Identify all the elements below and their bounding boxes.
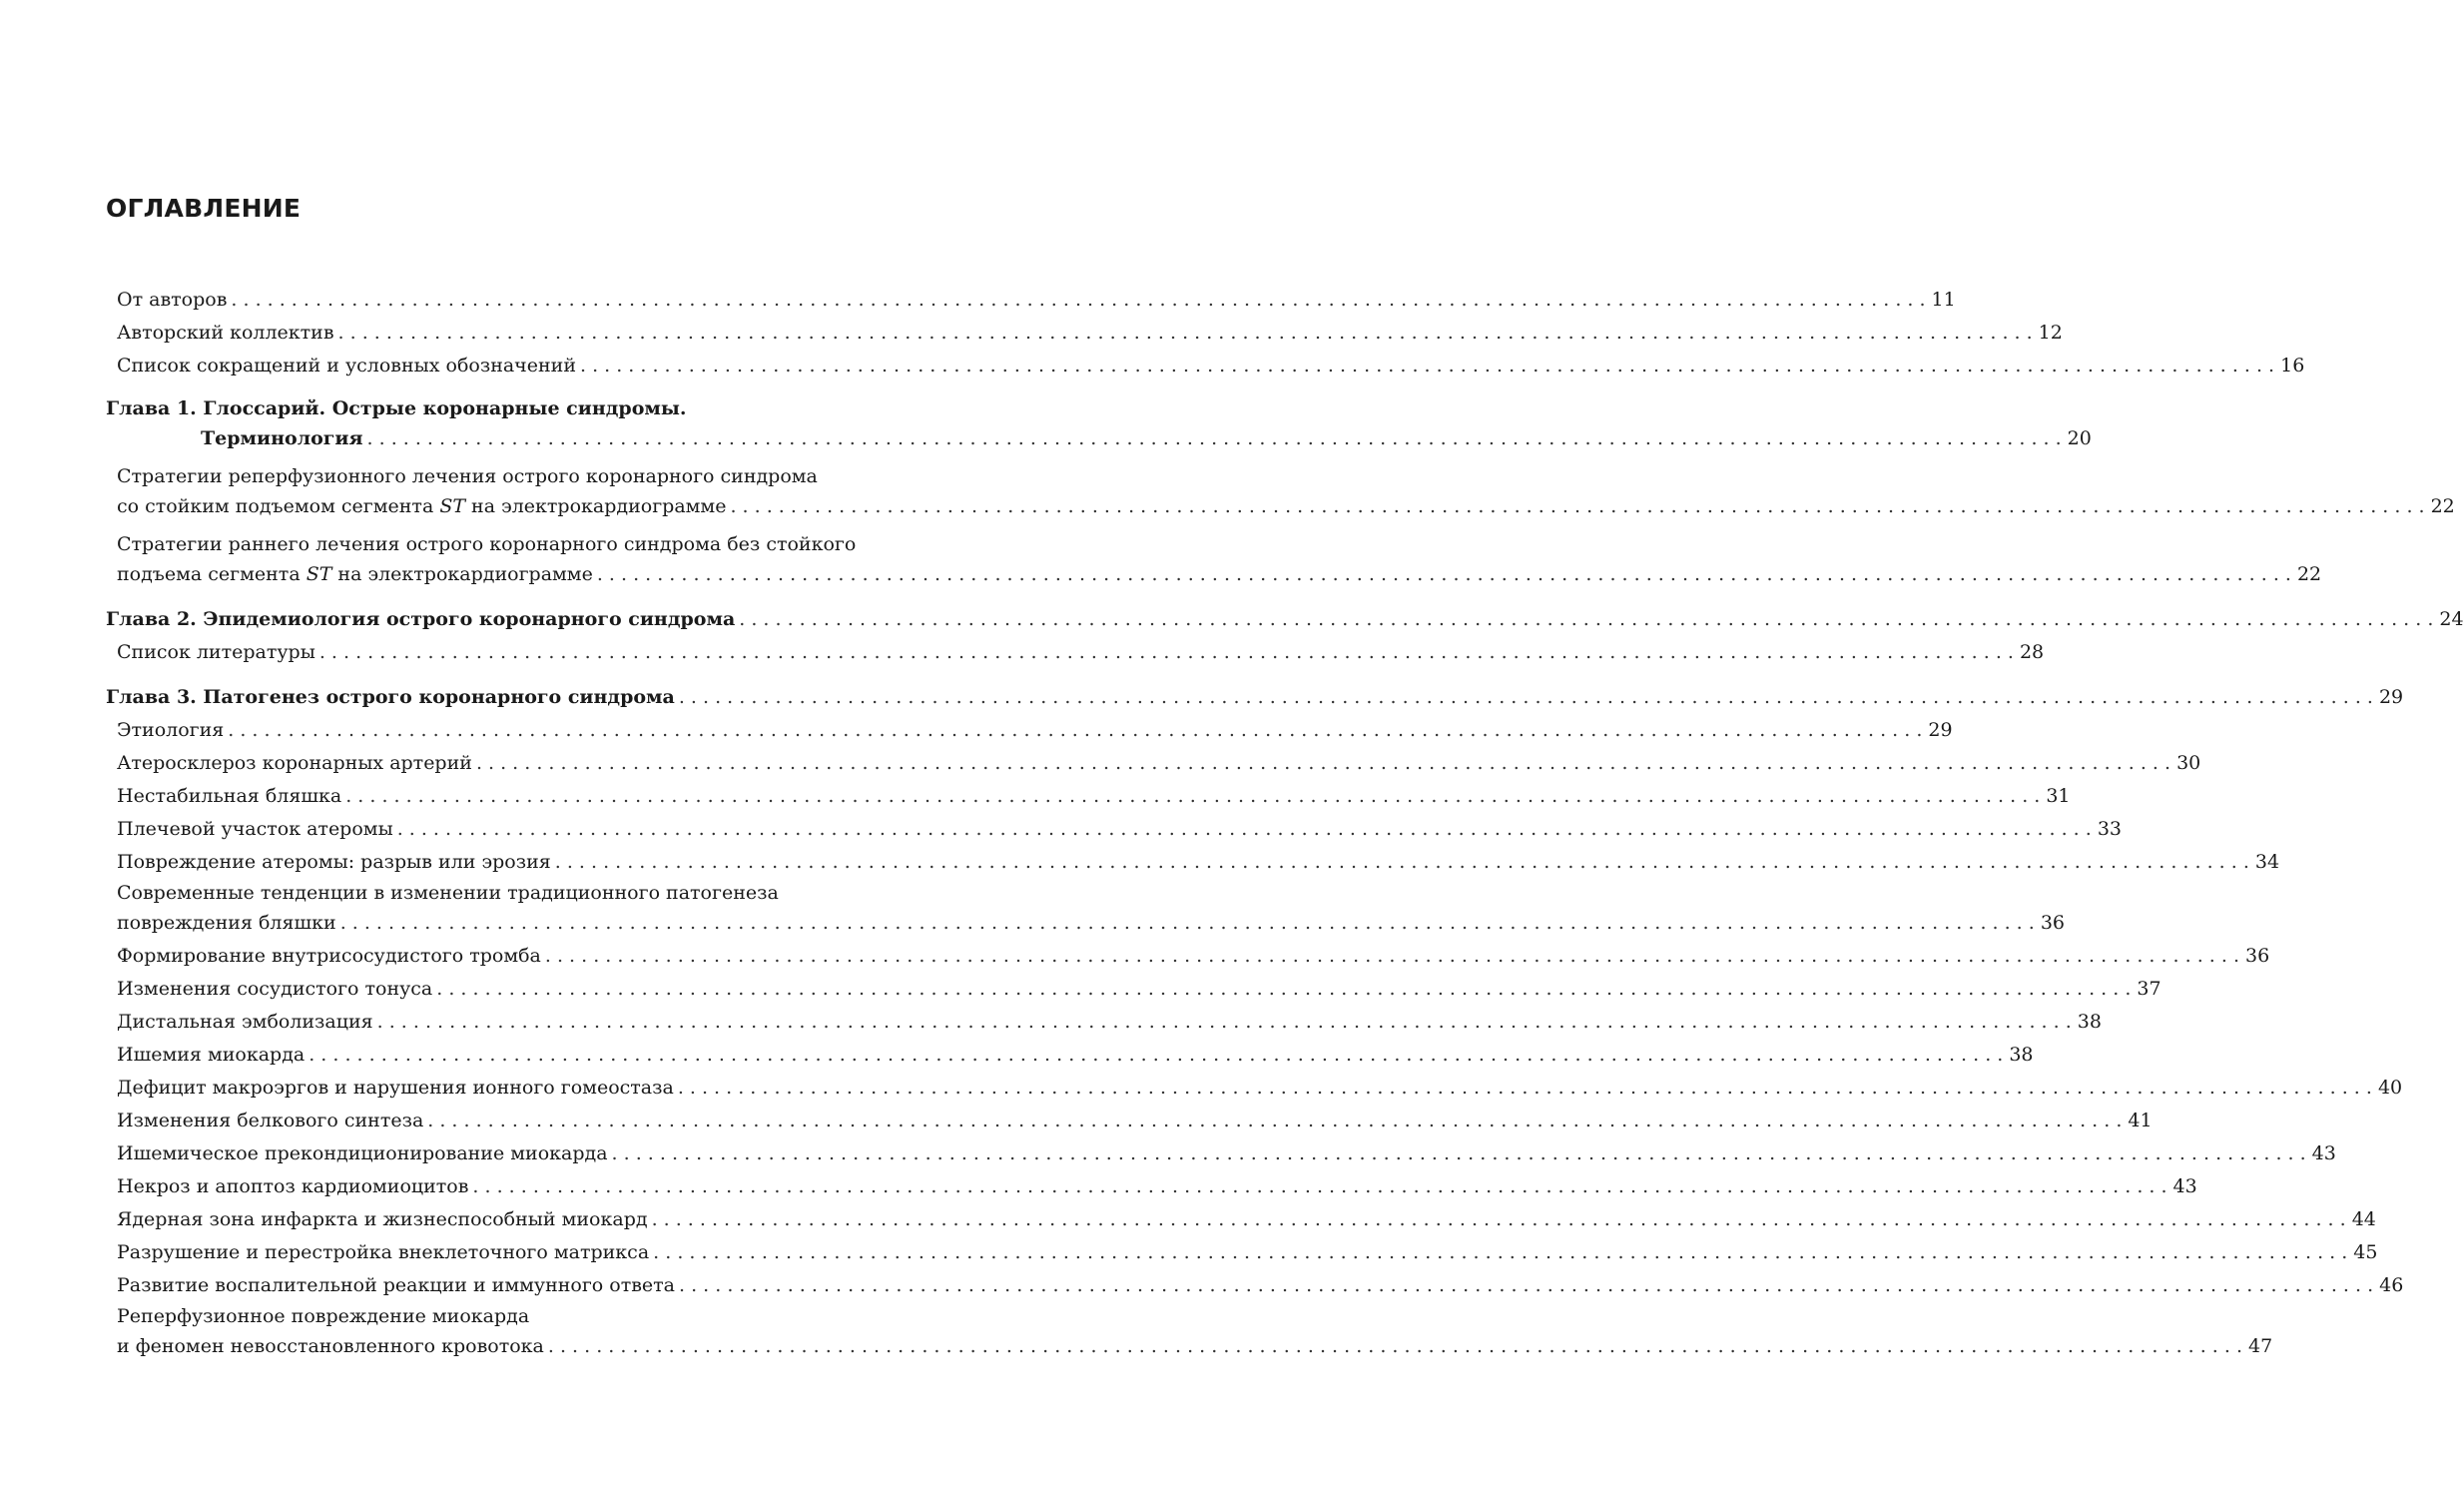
toc-entry-trends-line2[interactable] (106, 907, 2065, 940)
dot-leader (367, 422, 2062, 455)
toc-page-number: 45 (2353, 1241, 2378, 1263)
toc-entry-title: Ишемическое прекондиционирование миокарда (117, 1142, 608, 1164)
st-segment-term: ST (306, 563, 332, 585)
toc-entry-stemi-strategies-line2[interactable] (106, 490, 2455, 523)
toc-entry[interactable] (106, 1269, 2404, 1302)
toc-page-number: 38 (2009, 1044, 2034, 1066)
dot-leader (345, 780, 2040, 813)
toc-entry-references[interactable] (106, 636, 2045, 669)
dot-leader (597, 558, 2291, 591)
toc-page-number: 44 (2351, 1208, 2376, 1230)
chapter-1-heading-line1[interactable] (106, 394, 891, 422)
toc-entry-nstemi-strategies-line2[interactable] (106, 558, 2322, 591)
toc-page-number: 40 (2377, 1077, 2403, 1099)
toc-page-number: 34 (2254, 851, 2280, 873)
toc-entry-title: Реперфузионное повреждение миокарда (117, 1305, 530, 1327)
dot-leader (340, 907, 2035, 940)
dot-leader (427, 1105, 2122, 1137)
toc-entry-title: Дефицит макроэргов и нарушения ионного гомеостаза (117, 1077, 674, 1099)
toc-page-number: 28 (2019, 641, 2045, 663)
text-part: на электрокардиограмме (465, 495, 727, 517)
dot-leader (548, 1330, 2242, 1363)
toc-entry-title: Изменения белкового синтеза (117, 1110, 424, 1131)
toc-entry-title: Дистальная эмболизация (117, 1011, 373, 1033)
toc-entry-title: Плечевой участок атеромы (117, 818, 393, 840)
table-of-contents (106, 284, 2464, 1363)
toc-page-number: 36 (2040, 912, 2065, 934)
dot-leader (653, 1236, 2347, 1269)
toc-entry-title: Список сокращений и условных обозначений (117, 355, 576, 376)
st-segment-term: ST (439, 495, 466, 517)
toc-page-number: 22 (2430, 495, 2455, 517)
toc-entry-title: Нестабильная бляшка (117, 785, 342, 807)
dot-leader (555, 846, 2249, 879)
toc-page-number: 11 (1931, 289, 1956, 311)
toc-entry-title-continued (117, 558, 593, 591)
toc-entry-reperfusion-line1[interactable] (106, 1302, 891, 1330)
toc-entry-title: Разрушение и перестройка внеклеточного матрикса (117, 1241, 650, 1263)
text-part: на электрокардиограмме (331, 563, 593, 585)
toc-page-number: 12 (2038, 322, 2063, 344)
chapter-3-heading[interactable] (106, 681, 2404, 714)
text-part: со стойким подъемом сегмента (117, 495, 440, 517)
chapter-1-heading-line2[interactable] (106, 422, 2092, 455)
toc-page-number: 38 (2077, 1011, 2102, 1033)
toc-page-number: 20 (2067, 427, 2092, 449)
chapter-title: Глава 2. Эпидемиология острого коронарного синдрома (106, 608, 736, 630)
toc-entry[interactable] (106, 1170, 2197, 1203)
toc-page-number: 43 (2311, 1142, 2336, 1164)
toc-entry-stemi-strategies-line1[interactable] (106, 462, 891, 490)
toc-entry[interactable] (106, 1006, 2102, 1039)
toc-entry-from-authors[interactable] (106, 284, 1956, 317)
toc-page-number: 47 (2248, 1335, 2273, 1357)
chapter-title: Глава 3. Патогенез острого коронарного синдрома (106, 686, 675, 708)
toc-page-number: 36 (2245, 945, 2270, 967)
dot-leader (612, 1137, 2306, 1170)
toc-entry-title: Авторский коллектив (117, 322, 334, 344)
toc-entry-title: Формирование внутрисосудистого тромба (117, 945, 541, 967)
dot-leader (377, 1006, 2072, 1039)
dot-leader (319, 636, 2014, 669)
dot-leader (436, 973, 2131, 1006)
toc-entry[interactable] (106, 1203, 2376, 1236)
toc-entry-trends-line1[interactable] (106, 879, 891, 907)
toc-entry-title: От авторов (117, 289, 228, 311)
toc-entry[interactable] (106, 1039, 2034, 1072)
chapter-title-continued: Терминология (201, 427, 363, 449)
toc-page-number: 22 (2296, 563, 2322, 585)
toc-entry-title-continued (117, 490, 726, 523)
toc-entry-title: Повреждение атеромы: разрыв или эрозия (117, 851, 551, 873)
toc-page-number: 24 (2439, 608, 2464, 630)
toc-entry-title: Ишемия миокарда (117, 1044, 306, 1066)
toc-entry[interactable] (106, 813, 2122, 846)
dot-leader (679, 1269, 2373, 1302)
toc-entry-title: Ядерная зона инфаркта и жизнеспособный миокард (117, 1208, 648, 1230)
dot-leader (231, 284, 1925, 317)
chapter-title: Глава 1. Глоссарий. Острые коронарные синдромы. (106, 397, 687, 419)
dot-leader (476, 747, 2170, 780)
dot-leader (580, 350, 2274, 382)
toc-entry-title: Стратегии раннего лечения острого коронарного синдрома без стойкого (117, 533, 857, 555)
toc-page-number: 43 (2172, 1175, 2197, 1197)
toc-page-number: 41 (2128, 1110, 2153, 1131)
toc-entry[interactable] (106, 1105, 2153, 1137)
toc-entry-abbreviations[interactable] (106, 350, 2305, 382)
dot-leader (652, 1203, 2346, 1236)
toc-entry-title-continued: и феномен невосстановленного кровотока (117, 1335, 544, 1357)
toc-entry-title: Изменения сосудистого тонуса (117, 978, 433, 1000)
toc-entry-title-continued: повреждения бляшки (117, 912, 336, 934)
toc-entry[interactable] (106, 714, 1953, 747)
dot-leader (472, 1170, 2166, 1203)
dot-leader (397, 813, 2092, 846)
dot-leader (545, 940, 2239, 973)
toc-page-number: 31 (2046, 785, 2071, 807)
toc-entry-title: Некроз и апоптоз кардиомиоцитов (117, 1175, 469, 1197)
toc-entry[interactable] (106, 747, 2201, 780)
toc-entry[interactable] (106, 1236, 2378, 1269)
toc-entry-title: Этиология (117, 719, 225, 741)
toc-page-number: 37 (2137, 978, 2161, 1000)
toc-entry[interactable] (106, 940, 2270, 973)
toc-entry[interactable] (106, 1137, 2336, 1170)
chapter-2-heading[interactable] (106, 603, 2464, 636)
toc-entry-title: Развитие воспалительной реакции и иммунного ответа (117, 1274, 675, 1296)
page-title: ОГЛАВЛЕНИЕ (106, 194, 302, 223)
toc-page-number: 16 (2280, 355, 2305, 376)
toc-entry-title: Современные тенденции в изменении традиционного патогенеза (117, 882, 779, 904)
dot-leader (308, 1039, 2003, 1072)
toc-page-number: 46 (2379, 1274, 2404, 1296)
toc-page-number: 29 (2378, 686, 2404, 708)
toc-entry[interactable] (106, 780, 2071, 813)
text-part: подъема сегмента (117, 563, 307, 585)
dot-leader (678, 1072, 2372, 1105)
toc-entry[interactable] (106, 846, 2280, 879)
toc-entry-title: Атеросклероз коронарных артерий (117, 752, 472, 774)
toc-page-number: 29 (1928, 719, 1953, 741)
toc-entry-title: Стратегии реперфузионного лечения острого коронарного синдрома (117, 465, 818, 487)
toc-entry-title: Список литературы (117, 641, 315, 663)
toc-entry-author-team[interactable] (106, 317, 2063, 350)
toc-page-number: 30 (2176, 752, 2201, 774)
toc-entry-nstemi-strategies-line1[interactable] (106, 530, 891, 558)
dot-leader (338, 317, 2033, 350)
toc-entry-reperfusion-line2[interactable] (106, 1330, 2273, 1363)
dot-leader (228, 714, 1922, 747)
toc-entry[interactable] (106, 1072, 2403, 1105)
toc-page-number: 33 (2097, 818, 2122, 840)
dot-leader (730, 490, 2424, 523)
toc-entry[interactable] (106, 973, 2161, 1006)
dot-leader (739, 603, 2433, 636)
dot-leader (679, 681, 2373, 714)
